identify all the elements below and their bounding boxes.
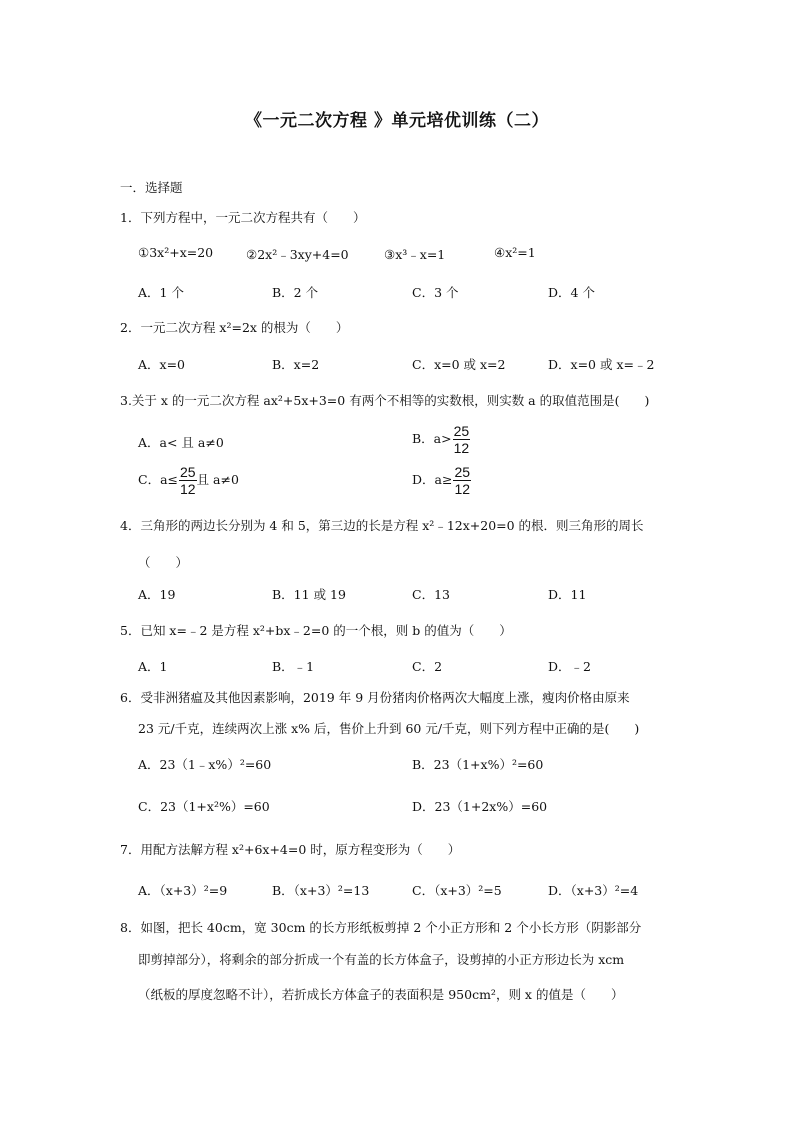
q1-item-2: ②2x²﹣3xy+4=0 <box>246 247 349 262</box>
q1-option-b: B．2 个 <box>272 285 319 300</box>
q4-option-d: D．11 <box>548 587 587 602</box>
q6-option-b: B．23（1+x%）²=60 <box>412 757 544 772</box>
question-3-stem: 3.关于 x 的一元二次方程 ax²+5x+3=0 有两个不相等的实数根，则实数 a 的取值范围是( ) <box>120 393 650 408</box>
q2-option-a: A．x=0 <box>138 357 186 372</box>
q3-option-d <box>412 465 471 496</box>
question-6-stem: 6．受非洲猪瘟及其他因素影响，2019 年 9 月份猪肉价格两次大幅度上涨，瘦肉价格由原来 <box>120 690 630 705</box>
question-6-stem-cont: 23 元/千克，连续两次上涨 x% 后，售价上升到 60 元/千克，则下列方程中正确的是( ) <box>138 721 640 736</box>
question-8-line-3: （纸板的厚度忽略不计），若折成长方体盒子的表面积是 950cm²，则 x 的值是（ ） <box>138 987 624 1002</box>
question-2-stem: 2．一元二次方程 x²=2x 的根为（ ） <box>120 320 349 335</box>
q2-option-d: D．x=0 或 x=﹣2 <box>548 357 655 372</box>
q3-option-c-label: C．a≤ <box>138 472 178 487</box>
question-7-stem: 7．用配方法解方程 x²+6x+4=0 时，原方程变形为（ ） <box>120 842 461 857</box>
q6-option-a: A．23（1﹣x%）²=60 <box>138 757 272 772</box>
q7-option-b: B．（x+3）²=13 <box>272 883 370 898</box>
q5-option-a: A．1 <box>138 659 168 674</box>
q7-option-d: D．（x+3）²=4 <box>548 883 639 898</box>
q6-option-c: C．23（1+x²%）=60 <box>138 799 270 814</box>
q5-option-d: D．﹣2 <box>548 659 591 674</box>
section-heading: 一．选择题 <box>120 180 183 195</box>
q4-option-c: C．13 <box>412 587 450 602</box>
question-4-stem: 4．三角形的两边长分别为 4 和 5，第三边的长是方程 x²﹣12x+20=0 的根．则三角形的周长 <box>120 518 644 533</box>
q3-option-c <box>138 465 239 496</box>
q1-option-c: C．3 个 <box>412 285 459 300</box>
q4-option-a: A．19 <box>138 587 176 602</box>
question-1-stem: 1．下列方程中，一元二次方程共有（ ） <box>120 210 366 225</box>
q1-item-3: ③x³﹣x=1 <box>384 247 446 262</box>
question-8-line-1: 8．如图，把长 40cm，宽 30cm 的长方形纸板剪掉 2 个小正方形和 2 个小长方形（阴影部分 <box>120 920 642 935</box>
q3-option-b-label: B．a> <box>412 431 452 446</box>
question-4-stem-cont: （ ） <box>138 555 189 570</box>
q3-option-b <box>412 424 470 455</box>
fraction-25-12: $\frac{25}{12}$ <box>454 464 471 497</box>
q2-option-c: C．x=0 或 x=2 <box>412 357 506 372</box>
q5-option-c: C．2 <box>412 659 443 674</box>
q1-option-a: A．1 个 <box>138 285 184 300</box>
q7-option-c: C．（x+3）²=5 <box>412 883 502 898</box>
fraction-25-12: $\frac{25}{12}$ <box>180 464 196 497</box>
question-5-stem: 5．已知 x=﹣2 是方程 x²+bx﹣2=0 的一个根，则 b 的值为（ ） <box>120 623 512 638</box>
q3-option-d-label: D．a≥ <box>412 472 453 487</box>
q5-option-b: B．﹣1 <box>272 659 315 674</box>
question-8-line-2: 即剪掉部分），将剩余的部分折成一个有盖的长方体盒子，设剪掉的小正方形边长为 xcm <box>138 952 625 967</box>
q4-option-b: B．11 或 19 <box>272 587 346 602</box>
fraction-25-12: $\frac{25}{12}$ <box>453 423 470 456</box>
q1-item-1: ①3x²+x=20 <box>138 245 214 260</box>
q7-option-a: A．（x+3）²=9 <box>138 883 228 898</box>
q1-item-4: ④x²=1 <box>494 245 536 260</box>
page-title: 《一元二次方程 》单元培优训练（二） <box>245 111 549 131</box>
q3-option-a: A．a< 且 a≠0 <box>138 435 224 450</box>
q1-option-d: D．4 个 <box>548 285 595 300</box>
q3-option-c-suffix: 且 a≠0 <box>196 472 239 487</box>
q2-option-b: B．x=2 <box>272 357 320 372</box>
q6-option-d: D．23（1+2x%）=60 <box>412 799 548 814</box>
